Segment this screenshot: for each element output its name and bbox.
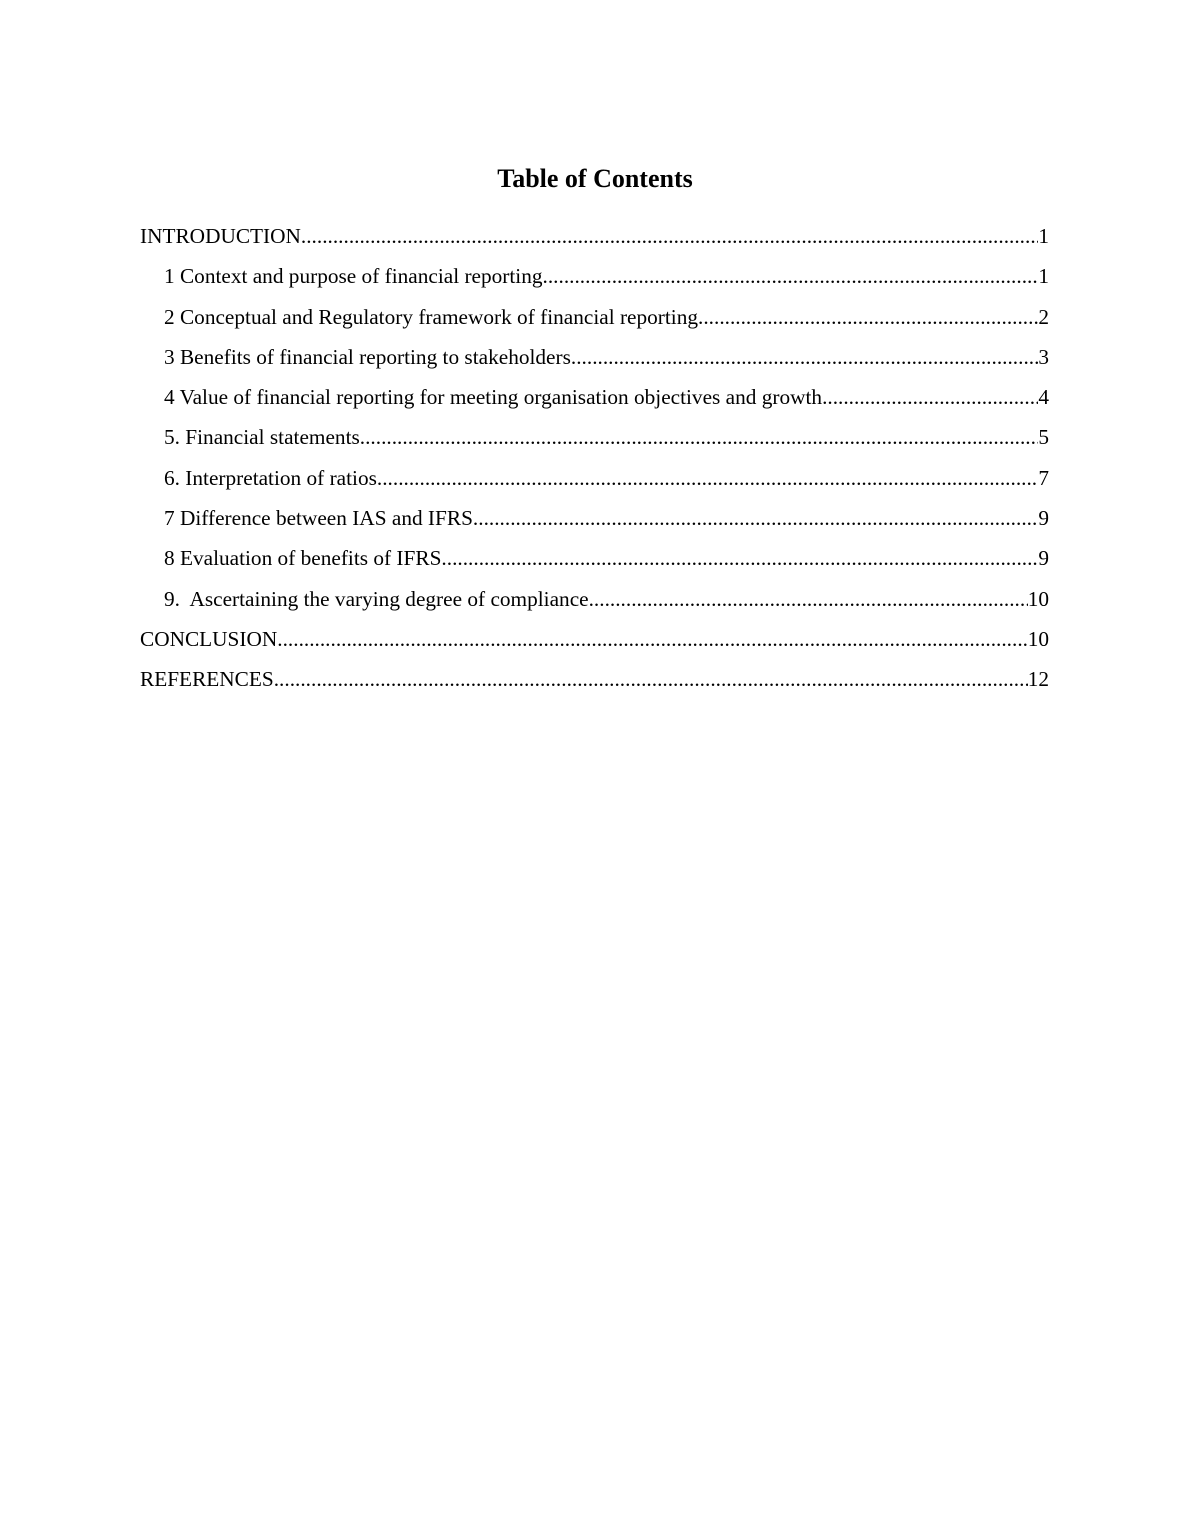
toc-entry-page-number: 9 [1038, 546, 1049, 571]
toc-entry-compliance-degree[interactable] [140, 583, 1049, 623]
toc-entry-page-number: 10 [1027, 626, 1049, 651]
toc-leader-dots [441, 542, 1038, 574]
toc-entry-label: 9. Ascertaining the varying degree of compliance [164, 586, 589, 611]
toc-leader-dots [589, 583, 1028, 615]
toc-leader-dots [822, 381, 1038, 413]
toc-leader-dots [277, 623, 1027, 655]
toc-entry-page-number: 9 [1038, 506, 1049, 531]
toc-list [140, 220, 1049, 704]
toc-leader-dots [571, 341, 1038, 373]
toc-leader-dots [377, 462, 1038, 494]
toc-entry-label: 8 Evaluation of benefits of IFRS [164, 546, 442, 571]
toc-entry-value-reporting[interactable] [140, 381, 1049, 421]
toc-entry-page-number: 1 [1038, 264, 1049, 289]
toc-entry-ifrs-benefits[interactable] [140, 542, 1049, 582]
toc-entry-label: 3 Benefits of financial reporting to stakeholders [164, 344, 571, 369]
toc-entry-page-number: 4 [1038, 385, 1049, 410]
toc-entry-page-number: 1 [1038, 224, 1049, 248]
toc-entry-label: 6. Interpretation of ratios [164, 465, 377, 490]
toc-entry-label: 5. Financial statements [164, 425, 360, 450]
toc-entry-label: REFERENCES [140, 667, 274, 692]
toc-title: Table of Contents [497, 164, 693, 193]
toc-entry-page-number: 3 [1038, 344, 1049, 369]
toc-entry-label: 4 Value of financial reporting for meeting organisation objectives and growth [164, 385, 823, 410]
toc-entry-conceptual-framework[interactable] [140, 301, 1049, 341]
toc-entry-references[interactable] [140, 663, 1049, 703]
toc-leader-dots [274, 663, 1028, 695]
toc-entry-page-number: 12 [1027, 667, 1049, 692]
toc-leader-dots [301, 220, 1038, 252]
toc-entry-page-number: 5 [1038, 425, 1049, 450]
toc-entry-page-number: 7 [1038, 465, 1049, 490]
toc-entry-conclusion[interactable] [140, 623, 1049, 663]
toc-leader-dots [543, 260, 1039, 292]
toc-entry-label: CONCLUSION [140, 626, 278, 651]
toc-entry-interpretation-ratios[interactable] [140, 462, 1049, 502]
toc-entry-label: INTRODUCTION [140, 224, 301, 248]
toc-entry-financial-statements[interactable] [140, 421, 1049, 461]
toc-leader-dots [698, 301, 1038, 333]
toc-entry-context-purpose[interactable] [140, 260, 1049, 300]
toc-entry-page-number: 10 [1027, 586, 1049, 611]
toc-entry-label: 7 Difference between IAS and IFRS [164, 506, 473, 531]
toc-entry-ias-ifrs-difference[interactable] [140, 502, 1049, 542]
toc-entry-introduction[interactable] [140, 220, 1049, 260]
toc-entry-label: 1 Context and purpose of financial reporting [164, 264, 543, 289]
toc-entry-page-number: 2 [1038, 304, 1049, 329]
toc-entry-benefits-stakeholders[interactable] [140, 341, 1049, 381]
toc-leader-dots [473, 502, 1038, 534]
toc-entry-label: 2 Conceptual and Regulatory framework of financial reporting [164, 304, 699, 329]
toc-leader-dots [360, 421, 1039, 453]
